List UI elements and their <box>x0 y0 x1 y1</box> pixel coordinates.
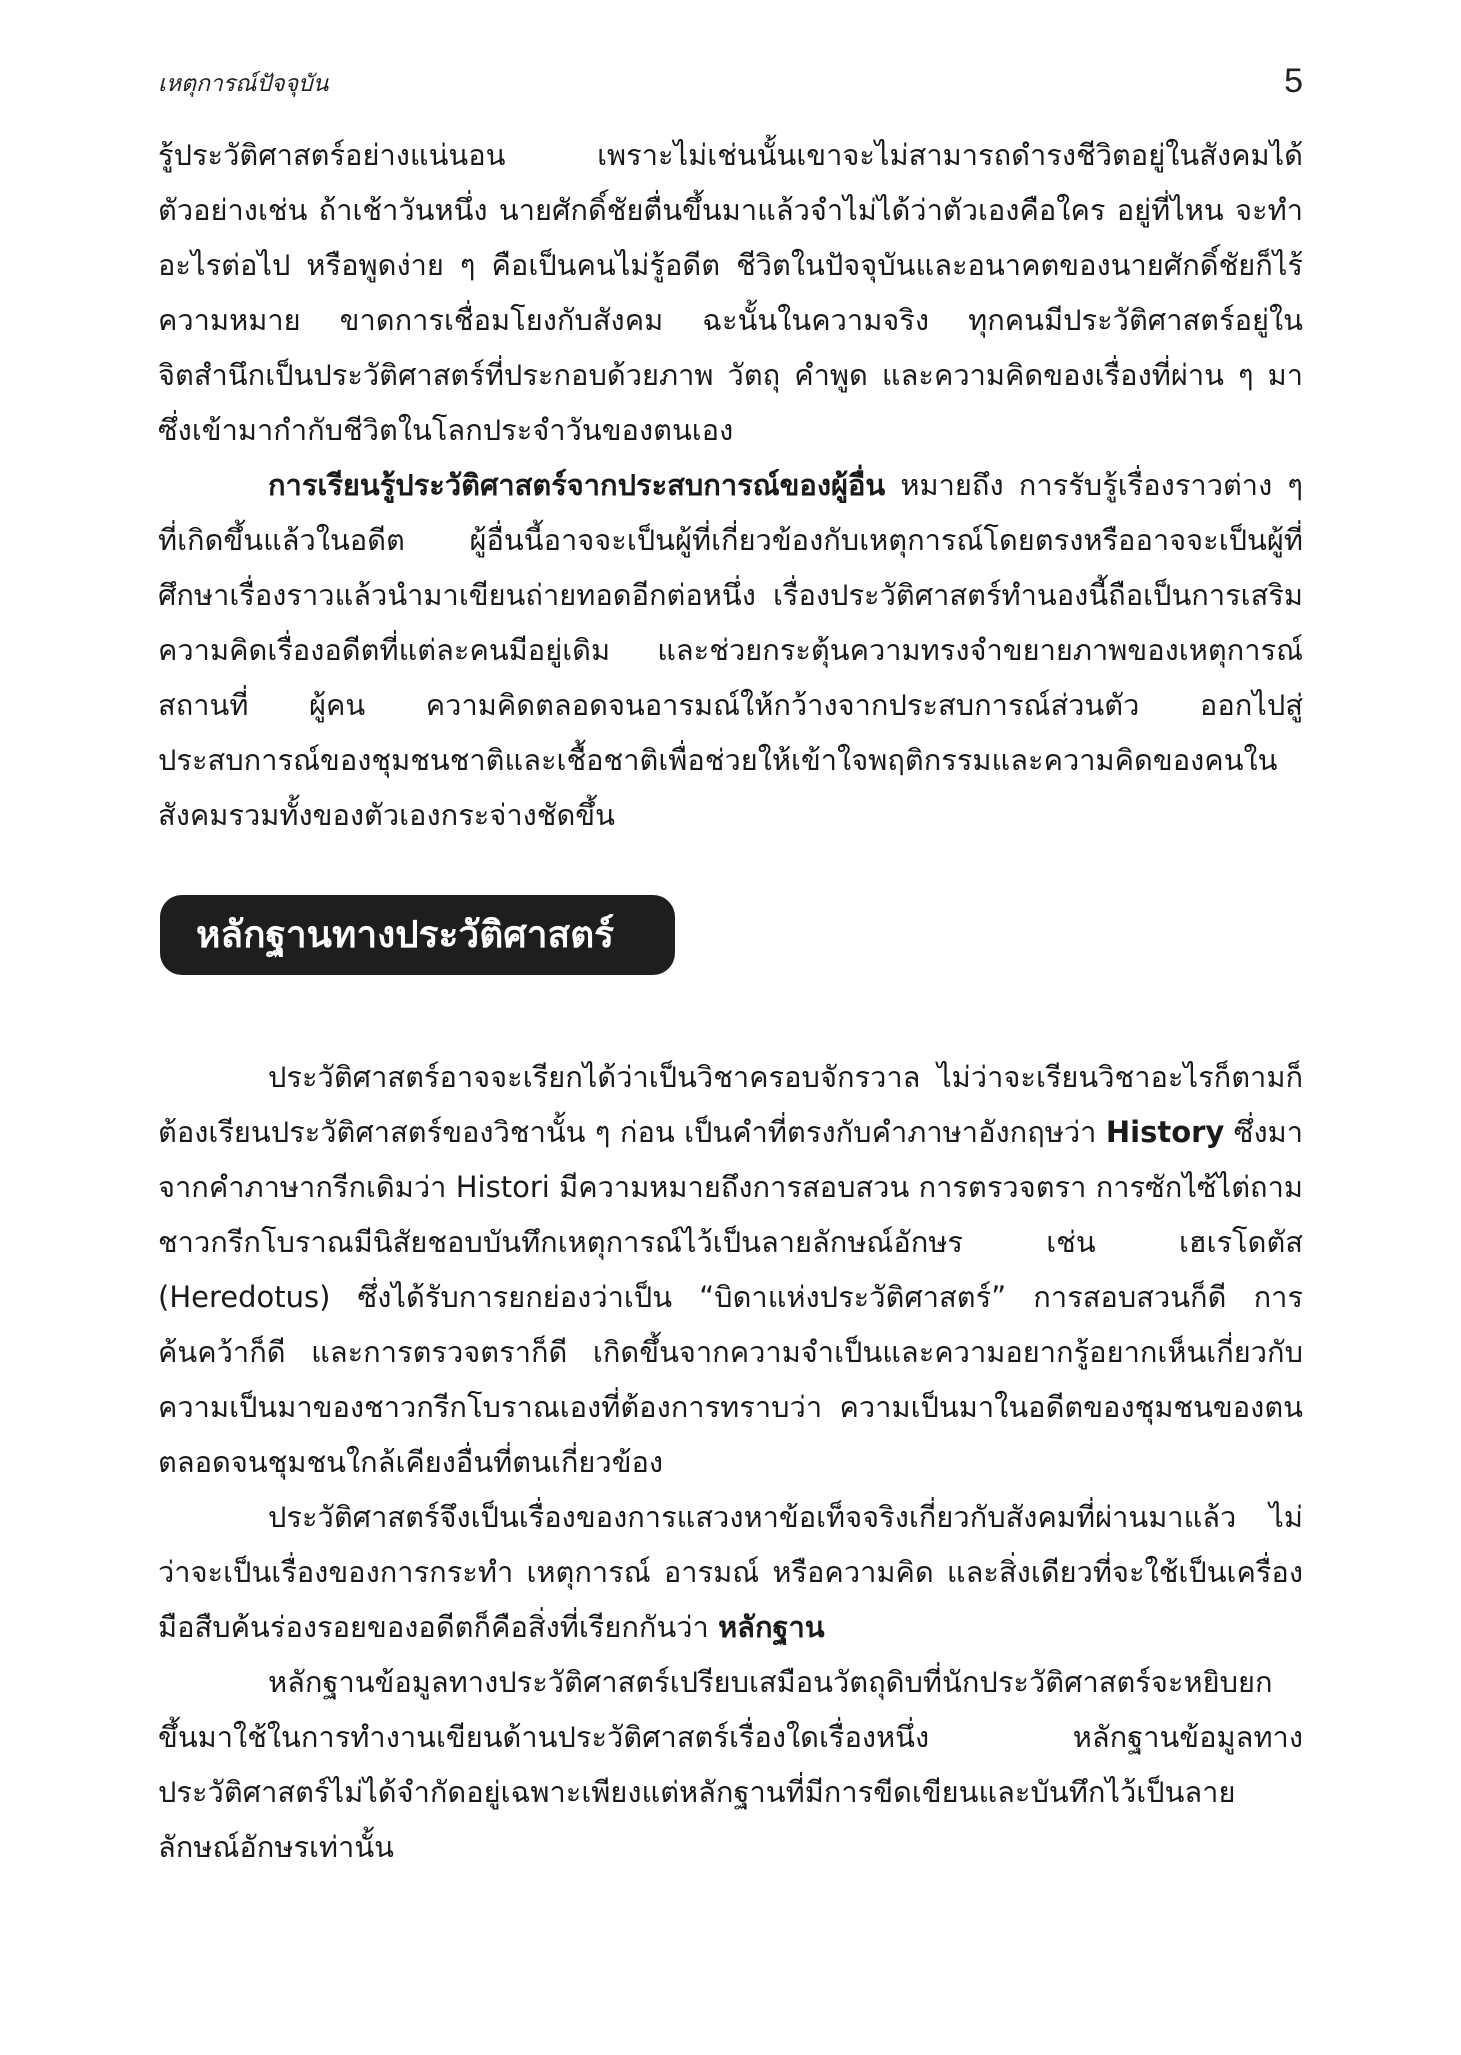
paragraph <box>158 458 1303 843</box>
paragraph-text: ประวัติศาสตร์อาจจะเรียกได้ว่าเป็นวิชาครอบจักรวาล ไม่ว่าจะเรียนวิชาอะไรก็ตามก็ต้องเรียนประวัติศาสตร์ของวิชานั้น ๆ ก่อน เป็นคำที่ตรงกับคำภาษาอังกฤษว่า <box>158 1060 1303 1149</box>
section-1-body <box>158 128 1303 843</box>
paragraph <box>158 1050 1303 1490</box>
bold-term: History <box>1105 1115 1225 1149</box>
paragraph: รู้ประวัติศาสตร์อย่างแน่นอน เพราะไม่เช่นนั้นเขาจะไม่สามารถดำรงชีวิตอยู่ในสังคมได้ ตัวอย่างเช่น ถ้าเช้าวันหนึ่ง นายศักดิ์ชัยตื่นขึ้นมาแล้วจำไม่ได้ว่าตัวเองคือใคร อยู่ที่ไหน จะทำอะไรต่อไป หรือพูดง่าย ๆ คือเป็นคนไม่รู้อดีต ชีวิตในปัจจุบันและอนาคตของนายศักดิ์ชัยก็ไร้ความหมาย ขาดการเชื่อมโยงกับสังคม ฉะนั้นในความจริง ทุกคนมีประวัติศาสตร์อยู่ในจิตสำนึกเป็นประวัติศาสตร์ที่ประกอบด้วยภาพ วัตถุ คำพูด และความคิดของเรื่องที่ผ่าน ๆ มา ซึ่งเข้ามากำกับชีวิตในโลกประจำวันของตนเอง <box>158 138 1303 447</box>
paragraph-text: ประวัติศาสตร์จึงเป็นเรื่องของการแสวงหาข้อเท็จจริงเกี่ยวกับสังคมที่ผ่านมาแล้ว ไม่ว่าจะเป็นเรื่องของการกระทำ เหตุการณ์ อารมณ์ หรือความคิด และสิ่งเดียวที่จะใช้เป็นเครื่องมือสืบค้นร่องรอยของอดีตก็คือสิ่งที่เรียกกันว่า <box>158 1500 1303 1644</box>
paragraph <box>158 1490 1303 1655</box>
section-heading: หลักฐานทางประวัติศาสตร์ <box>160 895 675 975</box>
paragraph-text: หมายถึง การรับรู้เรื่องราวต่าง ๆ ที่เกิดขึ้นแล้วในอดีต ผู้อื่นนี้อาจจะเป็นผู้ที่เกี่ยวข้องกับเหตุการณ์โดยตรงหรืออาจจะเป็นผู้ที่ศึกษาเรื่องราวแล้วนำมาเขียนถ่ายทอดอีกต่อหนึ่ง เรื่องประวัติศาสตร์ทำนองนี้ถือเป็นการเสริมความคิดเรื่องอดีตที่แต่ละคนมีอยู่เดิม และช่วยกระตุ้นความทรงจำขยายภาพของเหตุการณ์ สถานที่ ผู้คน ความคิดตลอดจนอารมณ์ให้กว้างจากประสบการณ์ส่วนตัว ออกไปสู่ประสบการณ์ของชุมชนชาติและเชื้อชาติเพื่อช่วยให้เข้าใจพฤติกรรมและความคิดของคนในสังคมรวมทั้งของตัวเองกระจ่างชัดขึ้น <box>158 468 1303 832</box>
paragraph-text: ซึ่งมาจากคำภาษากรีกเดิมว่า Histori มีความหมายถึงการสอบสวน การตรวจตรา การซักไซ้ไต่ถาม ชาวกรีกโบราณมีนิสัยชอบบันทึกเหตุการณ์ไว้เป็นลายลักษณ์อักษร เช่น เฮเรโดตัส (Heredotus) ซึ่งได้รับการยกย่องว่าเป็น “บิดาแห่งประวัติศาสตร์” การสอบสวนก็ดี การค้นคว้าก็ดี และการตรวจตราก็ดี เกิดขึ้นจากความจำเป็นและความอยากรู้อยากเห็นเกี่ยวกับความเป็นมาของชาวกรีกโบราณเองที่ต้องการทราบว่า ความเป็นมาในอดีตของชุมชนของตนตลอดจนชุมชนใกล้เคียงอื่นที่ตนเกี่ยวข้อง <box>158 1115 1303 1479</box>
bold-term: หลักฐาน <box>718 1610 825 1644</box>
section-2-body <box>158 1050 1303 1875</box>
running-header-title: เหตุการณ์ปัจจุบัน <box>158 71 329 97</box>
bold-term: การเรียนรู้ประวัติศาสตร์จากประสบการณ์ของผู้อื่น <box>268 468 886 502</box>
page-number: 5 <box>1284 62 1303 100</box>
paragraph: หลักฐานข้อมูลทางประวัติศาสตร์เปรียบเสมือนวัตถุดิบที่นักประวัติศาสตร์จะหยิบยกขึ้นมาใช้ในการทำงานเขียนด้านประวัติศาสตร์เรื่องใดเรื่องหนึ่ง หลักฐานข้อมูลทางประวัติศาสตร์ไม่ได้จำกัดอยู่เฉพาะเพียงแต่หลักฐานที่มีการขีดเขียนและบันทึกไว้เป็นลายลักษณ์อักษรเท่านั้น <box>158 1665 1303 1864</box>
